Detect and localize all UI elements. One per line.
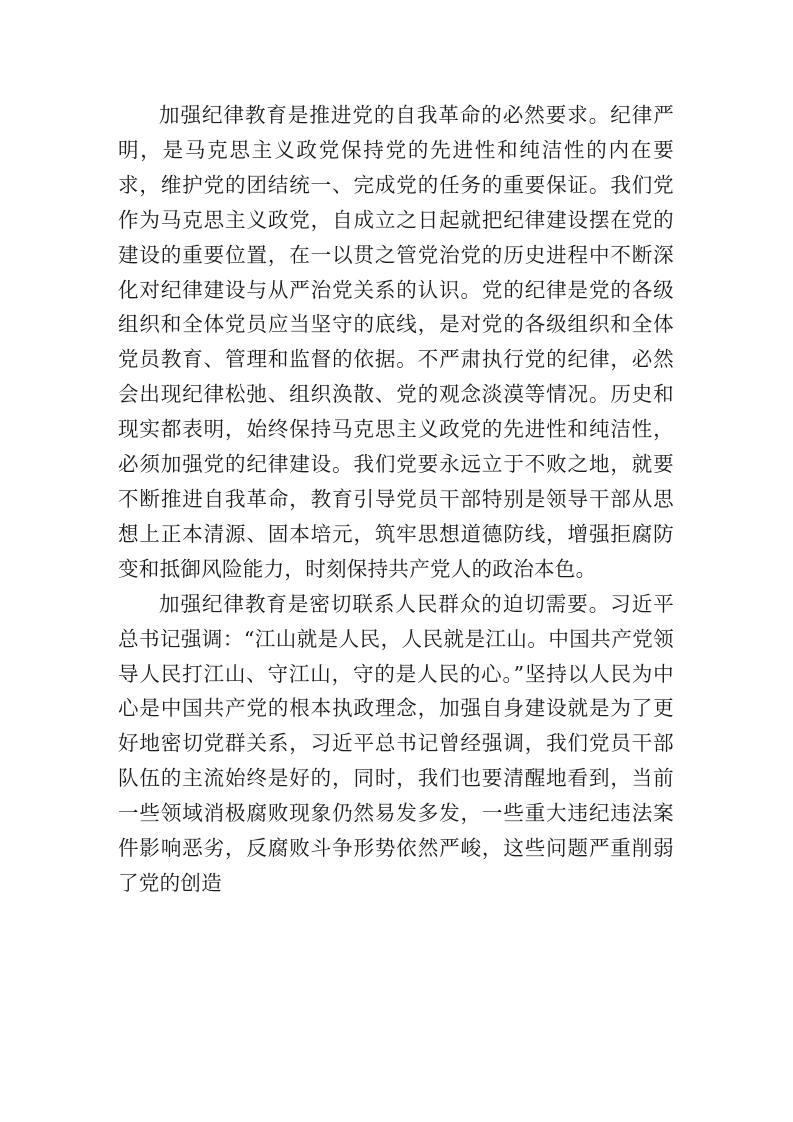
paragraph-discipline-people: 加强纪律教育是密切联系人民群众的迫切需要。习近平总书记强调：“江山就是人民，人民就是江山。中国共产党领导人民打江山、守江山，守的是人民的心。”坚持以人民为中心是中国共产党的根本执政理念，加强自身建设就是为了更好地密切党群关系，习近平总书记曾经强调，我们党员干部队伍的主流始终是好的，同时，我们也要清醒地看到，当前一些领域消极腐败现象仍然易发多发，一些重大违纪违法案件影响恶劣，反腐败斗争形势依然严峻，这些问题严重削弱了党的创造 — [118, 591, 674, 895]
paragraph-discipline-self-revolution: 加强纪律教育是推进党的自我革命的必然要求。纪律严明，是马克思主义政党保持党的先进性和纯洁性的内在要求，维护党的团结统一、完成党的任务的重要保证。我们党作为马克思主义政党，自成立之日起就把纪律建设摆在党的建设的重要位置，在一以贯之管党治党的历史进程中不断深化对纪律建设与从严治党关系的认识。党的纪律是党的各级组织和全体党员应当坚守的底线，是对党的各级组织和全体党员教育、管理和监督的依据。不严肃执行党的纪律，必然会出现纪律松弛、组织涣散、党的观念淡漠等情况。历史和现实都表明，始终保持马克思主义政党的先进性和纯洁性，必须加强党的纪律建设。我们党要永远立于不败之地，就要不断推进自我革命，教育引导党员干部特别是领导干部从思想上正本清源、固本培元，筑牢思想道德防线，增强拒腐防变和抵御风险能力，时刻保持共产党人的政治本色。 — [118, 103, 674, 581]
document-page — [118, 98, 674, 901]
